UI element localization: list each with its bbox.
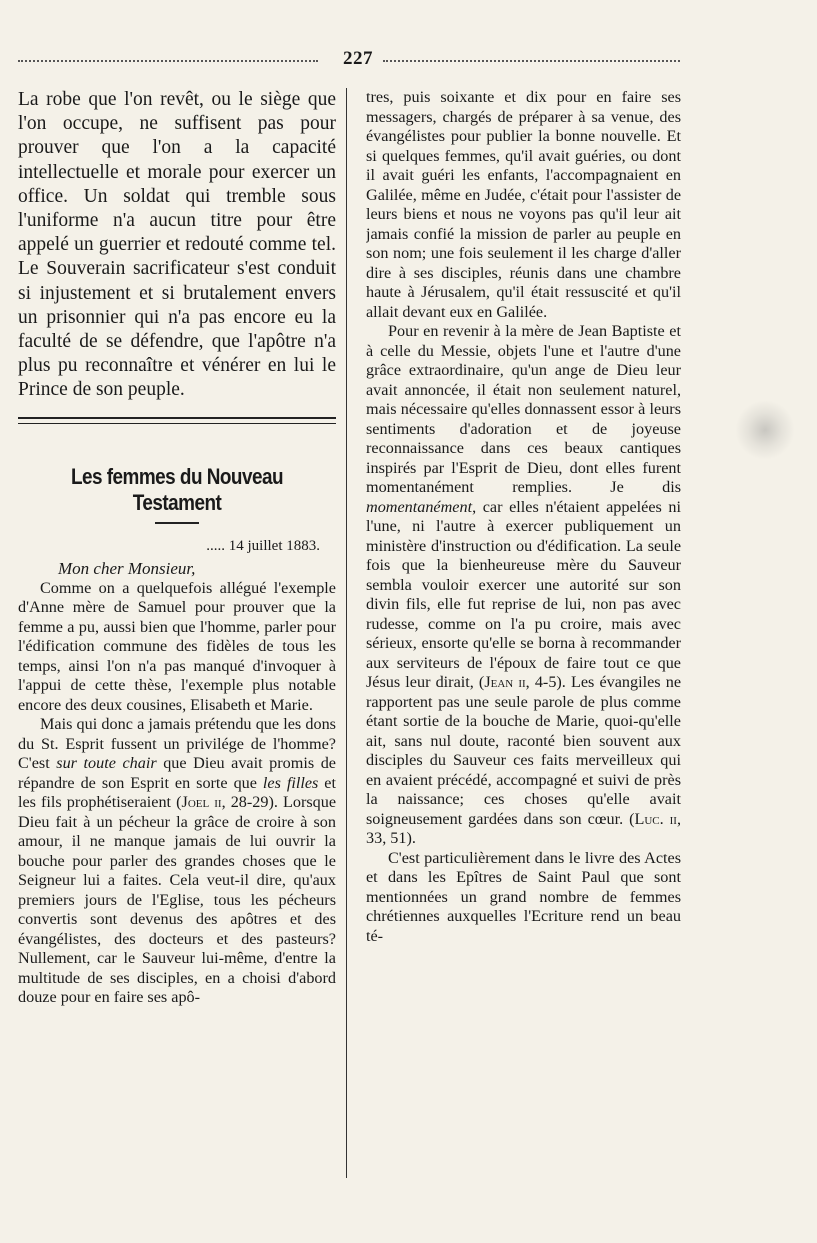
- ink-stain: [735, 400, 795, 460]
- section-divider: [18, 417, 336, 424]
- letter-paragraph-1: Comme on a quelquefois allégué l'exemple d'Anne mère de Samuel pour prouver que la femme a pu, aussi bien que l'homme, parler pour l'édification commune des fidèles de tous les temps, ainsi l'on n'a pas manqué d'invoquer à l'appui de cette thèse, l'exemple plus notable encore des deux cousines, Elisabeth et Marie.: [18, 578, 336, 714]
- scripture-reference: Jean ii: [484, 673, 526, 691]
- left-column: [18, 88, 336, 1008]
- title-rule: [155, 522, 199, 524]
- scripture-reference: Joel ii: [181, 793, 222, 812]
- right-column: [366, 88, 681, 946]
- text-run: , car elles n'étaient appelées ni l'une, ni l'autre à exercer publiquement un ministère d'instruction ou d'édification. La seule fois que la bienheureuse mère du Sauveur sembla vouloir exercer une autorité sur son divin fils, elle fut reprise de lui, non pas avec rudesse, comme on l'a pu croire, mais avec sérieux, ensorte qu'elle se borna à recommander aux serviteurs de l'époux de faire tout ce que Jésus leur dirait, (: [366, 497, 681, 691]
- opening-paragraph: La robe que l'on revêt, ou le siège que l'on occupe, ne suffisent pas pour prouver que l'on a la capacité intellectuelle et morale pour exercer un office. Un soldat qui tremble sous l'uniforme n'a aucun titre pour être appelé un guerrier et redouté comme tel. Le Souverain sacrificateur s'est conduit si injustement et si brutalement envers un prisonnier qui n'a pas encore eu la faculté de se défendre, que l'apôtre n'a plus pu reconnaître et vénérer en lui le Prince de son peuple.: [18, 89, 336, 401]
- scripture-reference: Luc. ii: [634, 809, 677, 828]
- text-run: et les fils prophétiseraient (: [18, 773, 336, 812]
- continued-paragraph: tres, puis soixante et dix pour en faire ses messagers, chargés de préparer à sa venue, des évangélistes pour publier la bonne nouvelle. Et si quelques femmes, qu'il avait guéries, ou dont il avait guéri les enfants, l'accompagnaient en Galilée, même en Judée, c'était pour l'assister de leurs biens et nous ne voyons pas qu'il leur ait jamais confié la mission de parler au peuple en son nom; une fois seulement il les charge d'aller dire à ses disciples, réunis dans une chambre haute à Jérusalem, qu'il était ressuscité et qu'il allait devant eux en Galilée.: [366, 88, 681, 321]
- text-run: , 33, 51).: [366, 809, 681, 847]
- emphasis: sur toute chair: [56, 754, 157, 773]
- header-rule-right: [383, 60, 680, 62]
- page-number: 227: [343, 48, 373, 69]
- emphasis: momentanément: [366, 497, 473, 516]
- letter-paragraph-4: C'est particulièrement dans le livre des Actes et dans les Epîtres de Saint Paul que sont mentionnées un grand nombre de femmes chrétiennes auxquelles l'Ecriture rend un beau té-: [366, 848, 681, 945]
- dateline: ..... 14 juillet 1883.: [206, 537, 320, 554]
- salutation: Mon cher Monsieur,: [58, 558, 196, 578]
- text-run: , 4-5). Les évangiles ne rapportent pas une seule parole de plus comme étant sortie de la bouche de Marie, quoi-qu'elle ait, sans nul doute, raconté bien souvent aux disciples du Sauveur ces faits merveilleux qui en avaient précédé, accompagné et suivi de près la naissance; ces choses qu'elle avait soigneusement gardées dans son cœur. (: [366, 673, 681, 828]
- letter-paragraph-2: [18, 715, 336, 1008]
- text-run: Mais qui donc a jamais prétendu que les dons du St. Esprit fussent un privilége de l'homme? C'est: [18, 715, 336, 773]
- header-rule-left: [18, 60, 318, 62]
- column-divider: [346, 88, 347, 1178]
- text-run: Pour en revenir à la mère de Jean Baptiste et à celle du Messie, objets l'une et l'autre d'une grâce extraordinaire, qu'un ange de Dieu leur avait annoncée, il était non seulement naturel, mais nécessaire qu'elles donnassent essor à leurs sentiments d'adoration et de joyeuse reconnaissance dans ces beaux cantiques inspirés par l'Esprit de Dieu, dont elles furent momentanément remplies. Je dis: [366, 322, 681, 496]
- article-title: Les femmes du Nouveau Testament: [70, 463, 284, 515]
- text-run: que Dieu avait promis de répandre de son Esprit en sorte que: [18, 754, 336, 792]
- page-header: [18, 48, 680, 72]
- letter-paragraph-3: [366, 322, 681, 849]
- emphasis: les filles: [262, 773, 319, 792]
- text-run: , 28-29). Lorsque Dieu fait à un pécheur la grâce de croire à son amour, il ne manque jamais de lui ouvrir la bouche pour parler des grandes choses que le Seigneur lui a faites. Cela veut-il dire, qu'aux premiers jours de l'Eglise, tous les pécheurs convertis sont devenus des apôtres et des évangélistes, des docteurs et des pasteurs? Nullement, car le Sauveur lui-même, d'entre la multitude de ses disciples, en a choisi d'abord douze pour en faire ses apô-: [18, 793, 336, 1007]
